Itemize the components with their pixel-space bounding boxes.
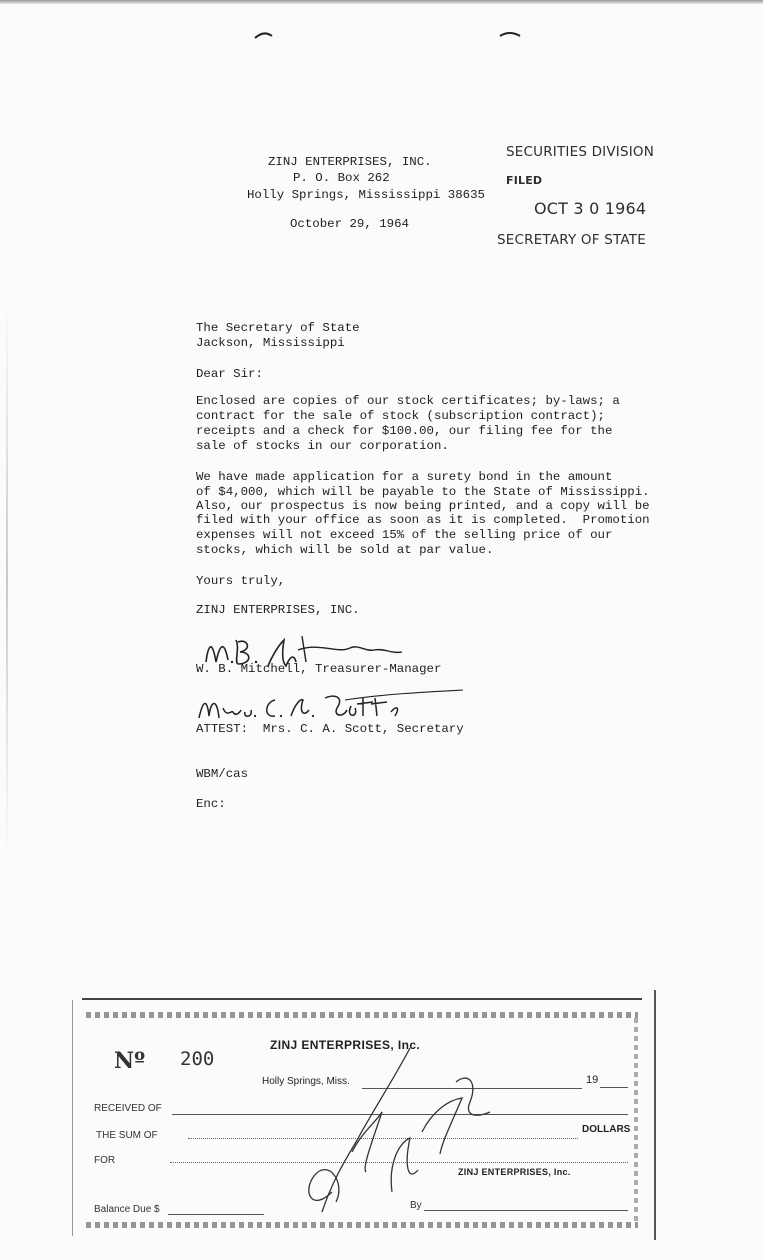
signer-name: W. B. Mitchell, Treasurer-Manager	[196, 662, 442, 676]
balance-due-label: Balance Due $	[94, 1204, 160, 1215]
stamp-filed-date: OCT 3 0 1964	[534, 199, 647, 218]
sum-of-label: THE SUM OF	[96, 1130, 158, 1141]
receipt-left-edge	[72, 1000, 73, 1236]
enclosure-note: Enc:	[196, 797, 226, 811]
receipt-place: Holly Springs, Miss.	[262, 1076, 350, 1087]
paragraph-2-line: stocks, which will be sold at par value.	[196, 543, 494, 557]
paragraph-2-line: filed with your office as soon as it is completed. Promotion	[196, 513, 650, 527]
receipt-number: 200	[180, 1048, 215, 1070]
by-label: By	[410, 1200, 422, 1211]
recipient-line-2: Jackson, Mississippi	[196, 336, 345, 350]
receipt-top-edge	[82, 998, 642, 1000]
paragraph-1-line: receipts and a check for $100.00, our filing fee for the	[196, 424, 613, 438]
receipt-company: ZINJ ENTERPRISES, Inc.	[270, 1038, 421, 1052]
stamp-division: SECURITIES DIVISION	[506, 144, 655, 160]
letterhead-company: ZINJ ENTERPRISES, INC.	[268, 155, 432, 169]
receipt-right-edge	[654, 990, 656, 1240]
receipt	[72, 990, 658, 1242]
letter-date: October 29, 1964	[290, 217, 409, 231]
received-of-label: RECEIVED OF	[94, 1103, 162, 1114]
paragraph-2-line: We have made application for a surety bond in the amount	[196, 470, 613, 484]
letterhead-po-box: P. O. Box 262	[293, 171, 390, 185]
void-scribble	[292, 1042, 512, 1222]
paragraph-2-line: expenses will not exceed 15% of the selling price of our	[196, 528, 613, 542]
salutation: Dear Sir:	[196, 367, 263, 381]
attest-line: ATTEST: Mrs. C. A. Scott, Secretary	[196, 722, 464, 736]
stamp-office: SECRETARY OF STATE	[497, 232, 646, 248]
receipt-bottom-border	[86, 1222, 638, 1228]
for-label: FOR	[94, 1155, 116, 1166]
receipt-year-prefix: 19	[586, 1074, 599, 1086]
paragraph-1-line: Enclosed are copies of our stock certificates; by-laws; a	[196, 394, 620, 408]
receipt-number-label: Nº	[114, 1048, 146, 1074]
scott-signature	[195, 688, 470, 726]
paragraph-1-line: contract for the sale of stock (subscription contract);	[196, 409, 605, 423]
letterhead-city: Holly Springs, Mississippi 38635	[247, 188, 485, 202]
receipt-inner-right-border	[634, 1018, 638, 1222]
stamp-filed: FILED	[506, 174, 543, 187]
scan-top-edge	[0, 0, 763, 4]
paragraph-1-line: sale of stocks in our corporation.	[196, 439, 449, 453]
dollars-label: DOLLARS	[582, 1124, 631, 1135]
closing-company: ZINJ ENTERPRISES, INC.	[196, 603, 360, 617]
recipient-line-1: The Secretary of State	[196, 321, 360, 335]
receipt-top-border	[86, 1012, 638, 1018]
receipt-year-line	[600, 1087, 628, 1088]
binder-hole-marks	[250, 28, 530, 48]
paragraph-2-line: Also, our prospectus is now being printed, and a copy will be	[196, 499, 650, 513]
receipt-company-signature-label: ZINJ ENTERPRISES, Inc.	[458, 1167, 571, 1177]
complimentary-close: Yours truly,	[196, 574, 286, 588]
balance-due-line	[168, 1214, 264, 1215]
paragraph-2-line: of $4,000, which will be payable to the State of Mississippi.	[196, 485, 650, 499]
left-margin-shadow	[6, 300, 8, 860]
reference-initials: WBM/cas	[196, 767, 249, 781]
